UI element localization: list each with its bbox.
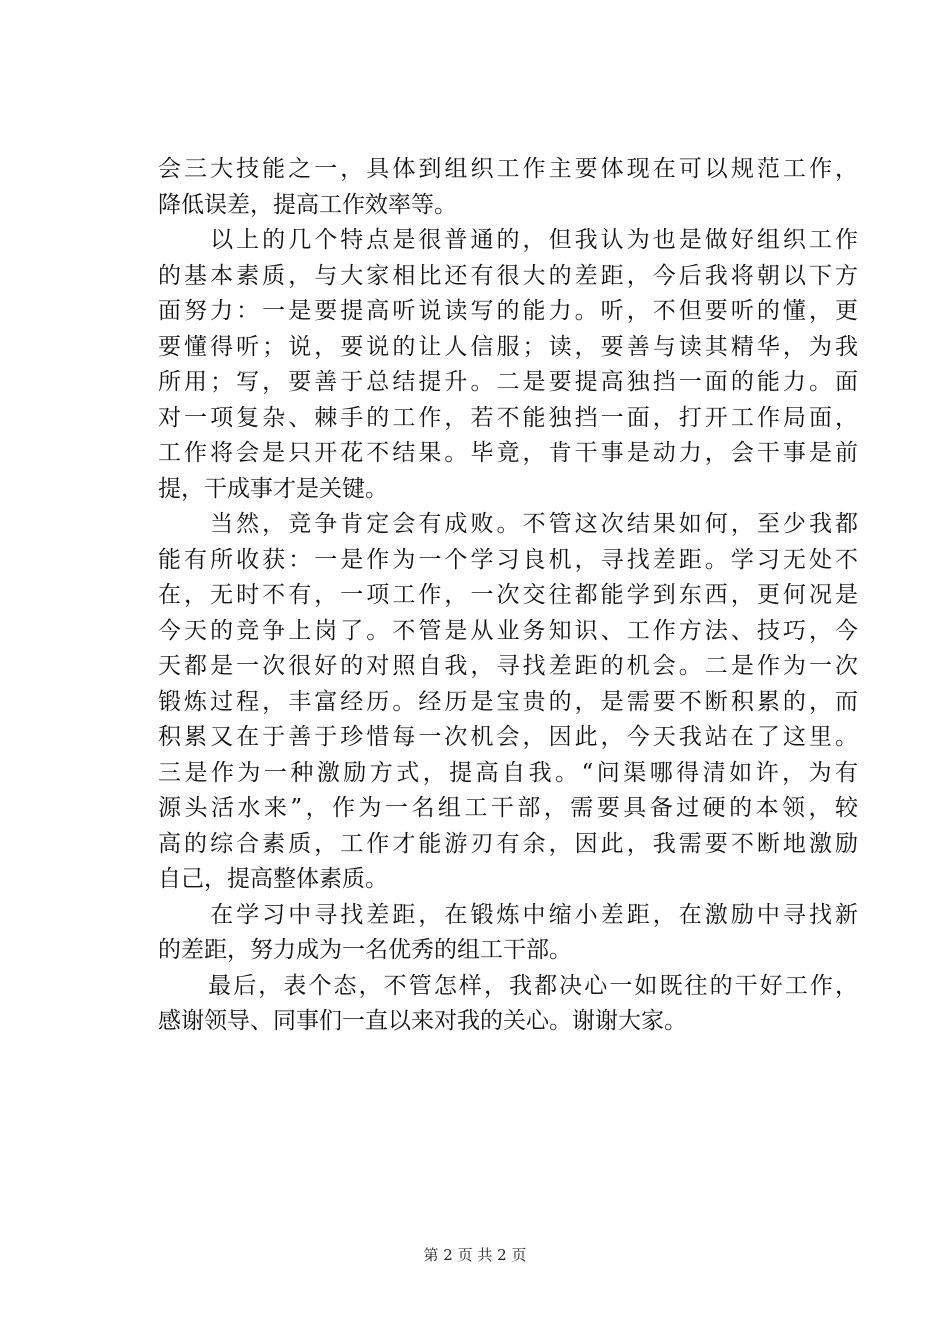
page-footer: [0, 1245, 950, 1265]
text-line: 所用；写，要善于总结提升。二是要提高独挡一面的能力。面: [158, 369, 858, 395]
page-number-label: 第 2 页 共 2 页: [423, 1246, 527, 1264]
text-line: 要懂得听；说，要说的让人信服；读，要善与读其精华，为我: [158, 333, 858, 360]
text-line: 今天的竞争上岗了。不管是从业务知识、工作方法、技巧，今: [158, 617, 858, 644]
text-line: 高的综合素质，工作才能游刃有余，因此，我需要不断地激励: [158, 830, 858, 857]
text-line: 三是作为一种激励方式，提高自我。“问渠哪得清如许，为有: [158, 759, 858, 786]
text-line: 工作将会是只开花不结果。毕竟，肯干事是动力，会干事是前: [158, 440, 858, 466]
text-line: 自己，提高整体素质。: [158, 866, 388, 892]
text-line: 以上的几个特点是很普通的，但我认为也是做好组织工作: [158, 227, 858, 253]
text-line: 降低误差，提高工作效率等。: [158, 191, 457, 218]
text-line: 源头活水来”，作为一名组工干部，需要具备过硬的本领，较: [158, 795, 858, 821]
text-line: 会三大技能之一，具体到组织工作主要体现在可以规范工作，: [158, 156, 858, 182]
text-line: 锻炼过程，丰富经历。经历是宝贵的，是需要不断积累的，而: [158, 688, 858, 715]
text-line: 的差距，努力成为一名优秀的组工干部。: [158, 937, 572, 963]
text-line: 感谢领导、同事们一直以来对我的关心。谢谢大家。: [158, 1008, 687, 1034]
text-line: 天都是一次很好的对照自我，寻找差距的机会。二是作为一次: [158, 653, 858, 679]
text-line: 的基本素质，与大家相比还有很大的差距，今后我将朝以下方: [158, 262, 858, 289]
text-line: 提，干成事才是关键。: [158, 475, 388, 502]
text-line: 积累又在于善于珍惜每一次机会，因此，今天我站在了这里。: [158, 724, 858, 750]
text-line: 在学习中寻找差距，在锻炼中缩小差距，在激励中寻找新: [158, 901, 858, 928]
text-line: 在，无时不有，一项工作，一次交往都能学到东西，更何况是: [158, 582, 858, 608]
text-line: 当然，竞争肯定会有成败。不管这次结果如何，至少我都: [158, 511, 858, 537]
text-line: 对一项复杂、棘手的工作，若不能独挡一面，打开工作局面，: [158, 404, 858, 431]
document-body: [158, 152, 858, 1040]
text-line: 面努力：一是要提高听说读写的能力。听，不但要听的懂，更: [158, 298, 858, 324]
text-line: 能有所收获：一是作为一个学习良机，寻找差距。学习无处不: [158, 546, 858, 573]
text-line: 最后，表个态，不管怎样，我都决心一如既往的干好工作，: [158, 972, 858, 999]
